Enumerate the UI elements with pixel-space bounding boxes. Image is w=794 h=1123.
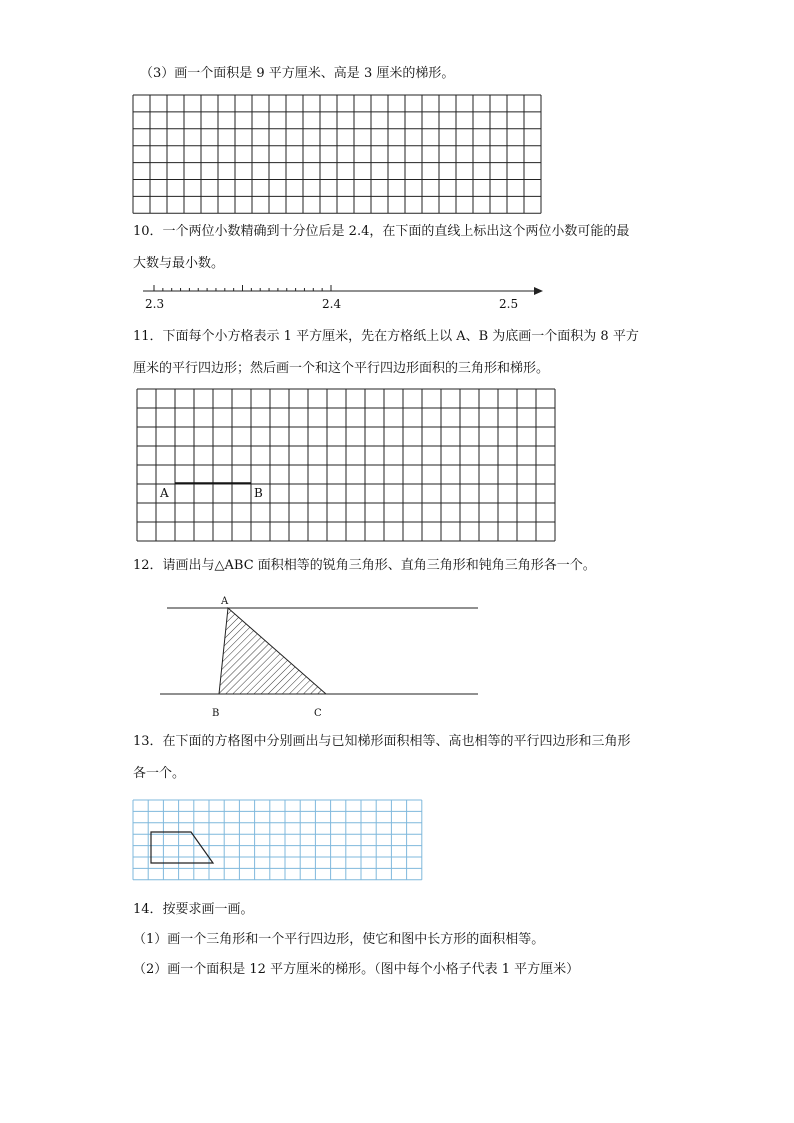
q9-part3-text: （3）画一个面积是 9 平方厘米、高是 3 厘米的梯形。 [140, 66, 455, 81]
q13-trapezoid [151, 832, 213, 863]
q10-tick-label-2-5: 2.5 [499, 297, 519, 311]
q12-label-c: C [314, 708, 322, 719]
q10-number-line [143, 285, 543, 295]
q10-tick-label-2-3: 2.3 [145, 297, 165, 311]
q10-question-line1: 10．一个两位小数精确到十分位后是 2.4，在下面的直线上标出这个两位小数可能的最 [133, 224, 630, 239]
q11-question-line2: 厘米的平行四边形；然后画一个和这个平行四边形面积的三角形和梯形。 [133, 361, 550, 376]
q11-question-line1: 11．下面每个小方格表示 1 平方厘米，先在方格纸上以 A、B 为底画一个面积为 8 平方 [133, 329, 639, 344]
q14-part2-text: （2）画一个面积是 12 平方厘米的梯形。（图中每个小格子代表 1 平方厘米） [133, 962, 580, 977]
q12-label-b: B [212, 708, 220, 719]
q13-question-line2: 各一个。 [133, 766, 186, 781]
q12-triangle-abc [219, 608, 326, 694]
q10-tick-label-2-4: 2.4 [322, 297, 342, 311]
q14-question-line1: 14．按要求画一画。 [133, 902, 254, 917]
q11-label-b: B [254, 486, 263, 500]
q11-label-a: A [160, 486, 169, 500]
q10-question-line2: 大数与最小数。 [133, 256, 225, 271]
q12-label-a: A [221, 596, 229, 607]
q14-part1-text: （1）画一个三角形和一个平行四边形，使它和图中长方形的面积相等。 [133, 932, 545, 947]
q12-question-line1: 12．请画出与△ABC 面积相等的锐角三角形、直角三角形和钝角三角形各一个。 [133, 558, 596, 573]
q13-question-line1: 13．在下面的方格图中分别画出与已知梯形面积相等、高也相等的平行四边形和三角形 [133, 734, 631, 749]
